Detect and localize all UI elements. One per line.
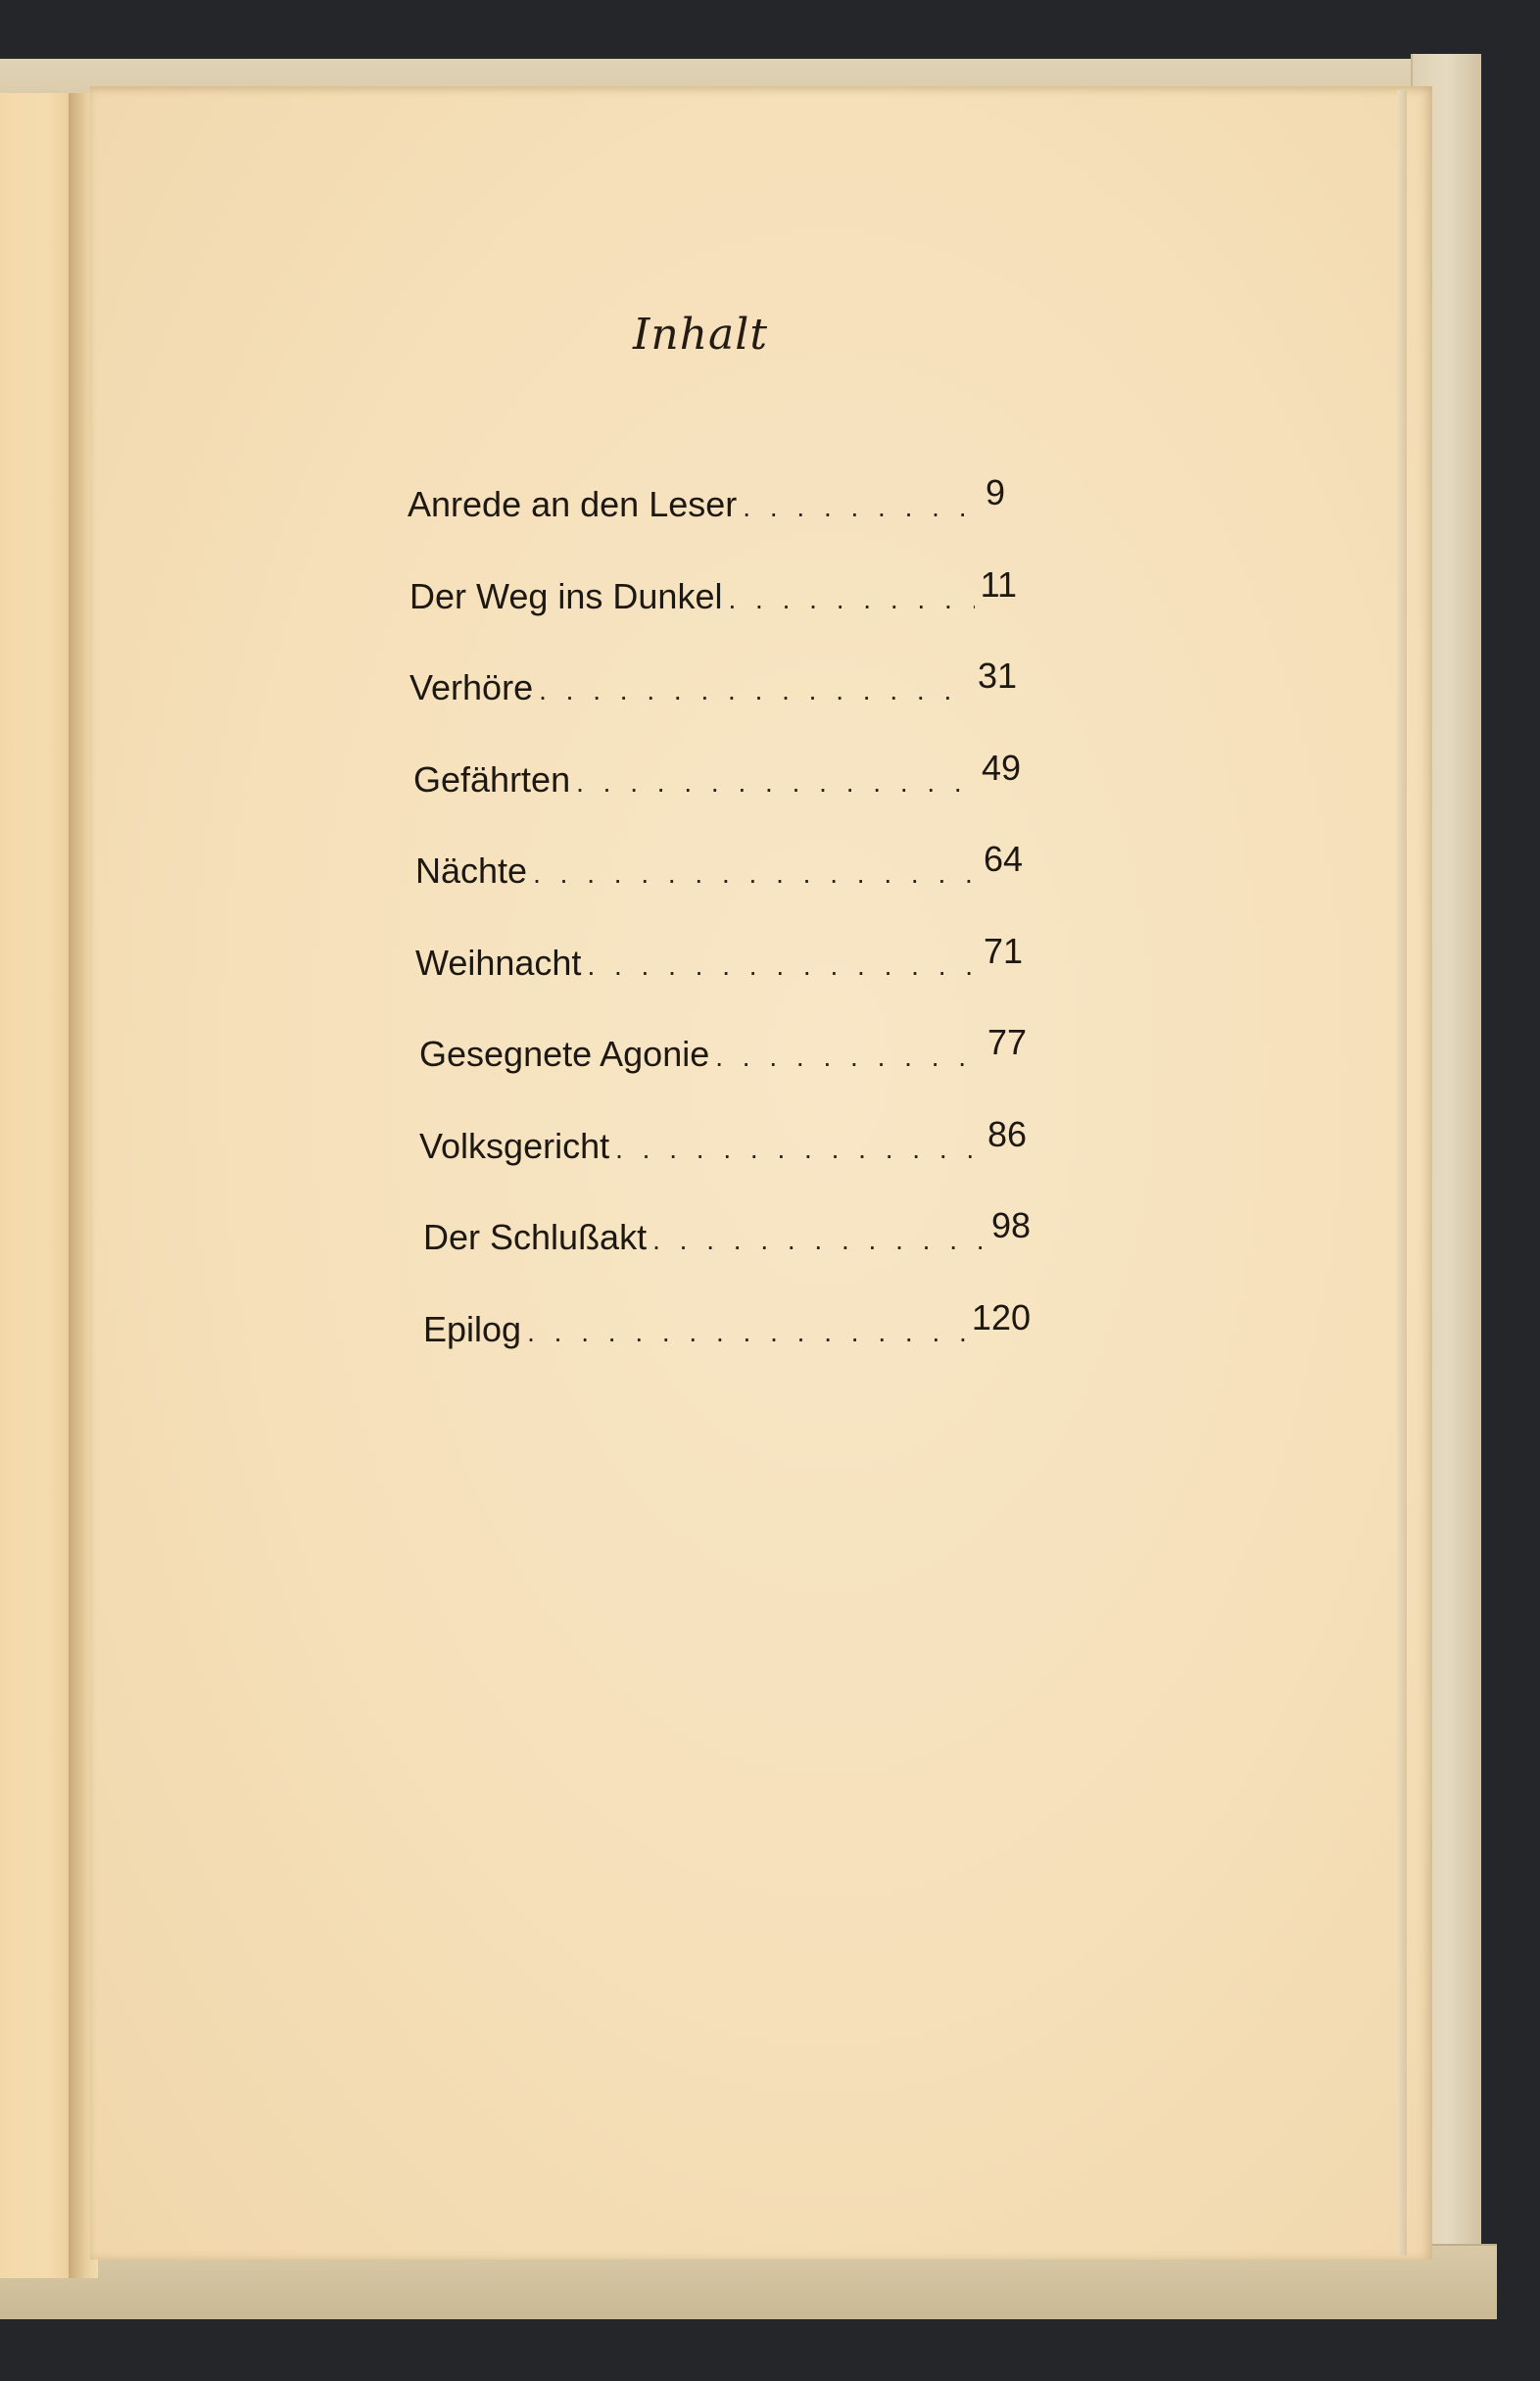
toc-page-number: 49: [981, 747, 1021, 788]
toc-entry: [419, 1113, 1027, 1218]
toc-entry: [413, 747, 1021, 851]
toc-entry: [415, 930, 1023, 1035]
toc-leader-dots: [533, 858, 978, 890]
toc-leader-dots: [527, 1317, 966, 1348]
table-of-contents: [408, 472, 1031, 1400]
toc-entry-title: Der Weg ins Dunkel: [409, 575, 723, 616]
toc-entry: [419, 1022, 1027, 1126]
toc-entry: [408, 472, 1015, 576]
toc-entry: [423, 1296, 1031, 1401]
toc-entry: [409, 656, 1017, 759]
toc-leader-dots: [587, 950, 978, 982]
toc-page-number: 31: [977, 656, 1017, 696]
page-edge: [1397, 90, 1407, 2256]
toc-entry-title: Weihnacht: [415, 942, 582, 983]
toc-page-number: 71: [983, 930, 1023, 971]
toc-entry-title: Gesegnete Agonie: [419, 1034, 710, 1074]
toc-entry: [409, 563, 1017, 668]
toc-entry-title: Nächte: [415, 850, 528, 891]
toc-leader-dots: [728, 584, 974, 615]
page-title: Inhalt: [632, 310, 769, 360]
toc-entry-title: Verhöre: [409, 667, 534, 707]
toc-leader-dots: [576, 767, 976, 799]
toc-page-number: 77: [987, 1022, 1027, 1062]
toc-page-number: 120: [971, 1296, 1031, 1337]
toc-entry-title: Der Schlußakt: [423, 1217, 648, 1257]
left-page: [0, 93, 76, 2278]
toc-page-number: 11: [980, 563, 1017, 605]
toc-leader-dots: [615, 1134, 982, 1165]
toc-leader-dots: [652, 1225, 986, 1256]
toc-leader-dots: [743, 492, 980, 523]
toc-entry: [423, 1205, 1031, 1309]
toc-entry-title: Gefährten: [413, 758, 571, 800]
toc-entry: [415, 839, 1023, 943]
toc-leader-dots: [715, 1042, 982, 1073]
toc-page-number: 64: [983, 839, 1023, 879]
toc-page-number: 9: [986, 472, 1006, 512]
toc-entry-title: Volksgericht: [419, 1125, 610, 1166]
toc-page-number: 98: [990, 1205, 1031, 1245]
toc-leader-dots: [539, 675, 972, 706]
toc-entry-title: Anrede an den Leser: [408, 484, 738, 524]
toc-page-number: 86: [987, 1113, 1027, 1154]
toc-entry-title: Epilog: [423, 1308, 522, 1349]
